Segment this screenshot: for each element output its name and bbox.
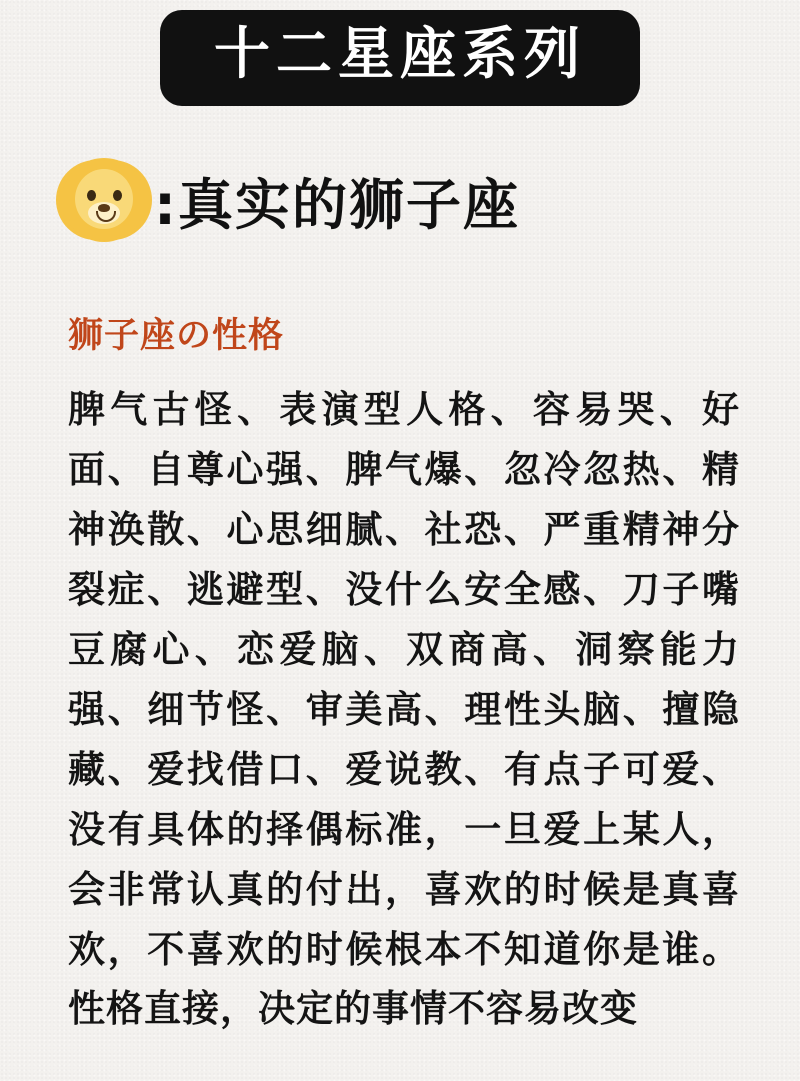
banner-container	[0, 0, 800, 106]
series-banner-title: 十二星座系列	[160, 10, 640, 106]
personality-section	[68, 308, 740, 1039]
section-body-text: 脾气古怪、表演型人格、容易哭、好面、自尊心强、脾气爆、忽冷忽热、精神涣散、心思细腻、社恐、严重精神分裂症、逃避型、没什么安全感、刀子嘴豆腐心、恋爱脑、双商高、洞察能力强、细节怪、审美高、理性头脑、擅隐藏、爱找借口、爱说教、有点子可爱、没有具体的择偶标准，一旦爱上某人，会非常认真的付出，喜欢的时候是真喜欢，不喜欢的时候根本不知道你是谁。性格直接，决定的事情不容易改变	[68, 388, 740, 1031]
section-heading: 狮子座の性格	[68, 316, 285, 357]
page-title: :真实的狮子座	[154, 172, 520, 237]
post-title	[58, 154, 800, 246]
lion-face-icon	[58, 154, 150, 246]
